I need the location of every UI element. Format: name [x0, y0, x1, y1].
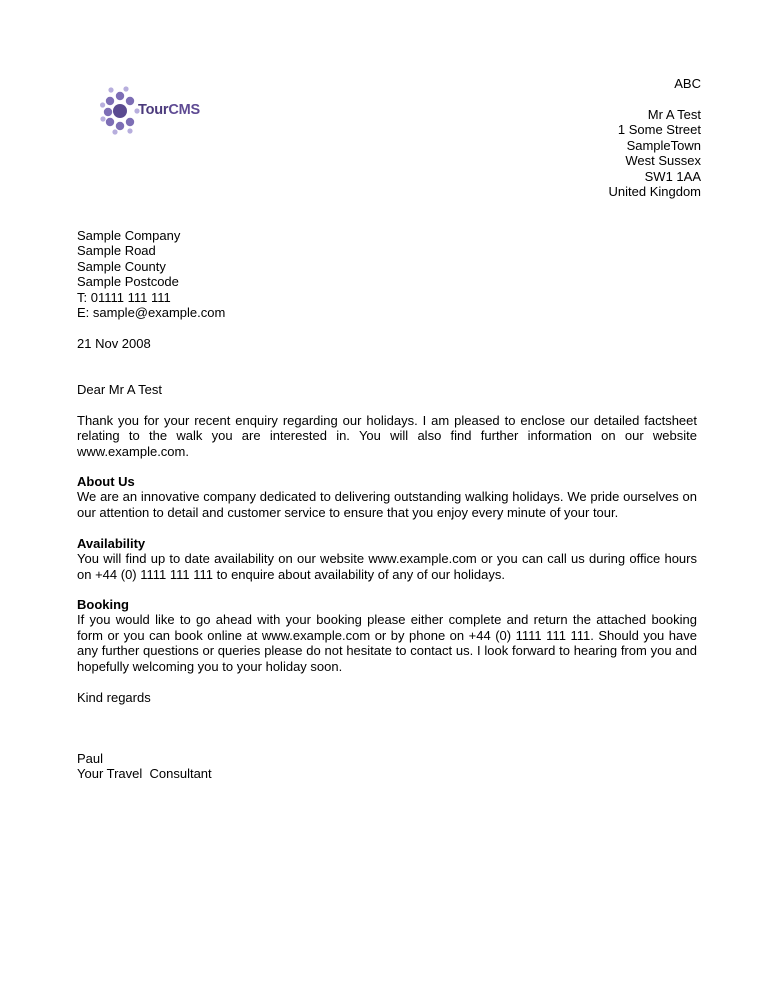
sender-county: Sample County [77, 258, 166, 274]
salutation: Dear Mr A Test [77, 382, 163, 397]
section-heading: About Us [77, 474, 135, 489]
closing: Kind regards [77, 690, 151, 705]
recipient-address-line: SW1 1AA [644, 168, 701, 184]
logo-wordmark [138, 102, 200, 118]
letter-date: 21 Nov 2008 [77, 336, 151, 351]
section-heading: Availability [77, 536, 146, 551]
section-text: If you would like to go ahead with your booking please either complete and return the attached booking form or you can book online at www.example.com or by phone on +44 (0) 1111 111 111. Should you have any further questions or queries please do not hesitate to contact us. I look forward to hearing from you and hopefully welcoming you to your holiday soon. [77, 612, 697, 674]
sender-email: E: sample@example.com [77, 305, 226, 321]
sender-company: Sample Company [77, 228, 181, 243]
reference-text: ABC [674, 76, 701, 91]
section-heading: Booking [77, 597, 129, 612]
section-text: We are an innovative company dedicated to delivering outstanding walking holidays. We pride ourselves on our attention to detail and customer service to ensure that you enjoy every minute of your tour. [77, 489, 697, 520]
recipient-address-line: 1 Some Street [617, 122, 701, 138]
intro-paragraph: Thank you for your recent enquiry regarding our holidays. I am pleased to enclose our detailed factsheet relating to the walk you are interested in. You will also find further information on our website www.example.com. [77, 413, 697, 459]
sender-address [77, 228, 225, 320]
section-text: You will find up to date availability on our website www.example.com or you can call us during office hours on +44 (0) 1111 111 111 to enquire about availability of any of our holidays. [77, 551, 697, 582]
tourcms-logo [100, 85, 210, 137]
signature-block [77, 751, 212, 782]
recipient-name: Mr A Test [647, 107, 701, 122]
sender-road: Sample Road [77, 243, 156, 259]
reference-code [674, 76, 701, 91]
section-availability [77, 536, 697, 582]
sender-postcode: Sample Postcode [77, 274, 179, 290]
logo-wordmark-tour: Tour [138, 102, 169, 118]
recipient-address-line: United Kingdom [608, 184, 701, 200]
recipient-address-line: West Sussex [625, 153, 701, 169]
section-about [77, 474, 697, 520]
section-booking [77, 597, 697, 674]
signature-title: Your Travel Consultant [77, 766, 212, 782]
recipient-address [609, 107, 702, 199]
recipient-address-line: SampleTown [626, 137, 701, 153]
signature-name: Paul [77, 751, 104, 766]
logo-wordmark-cms: CMS [168, 102, 200, 118]
sender-phone: T: 01111 111 111 [77, 289, 171, 305]
